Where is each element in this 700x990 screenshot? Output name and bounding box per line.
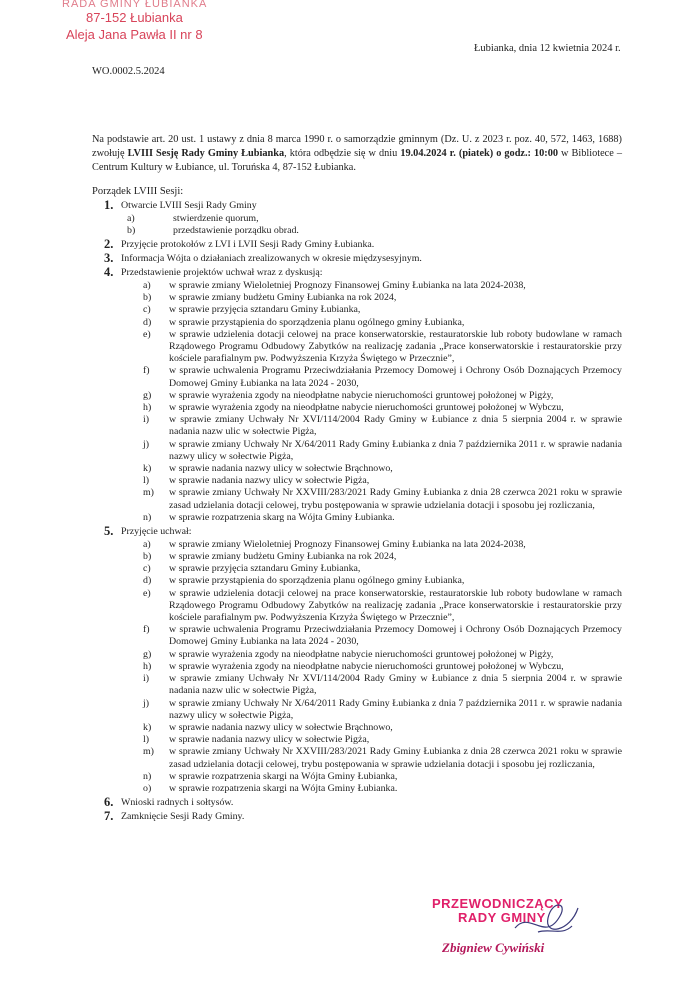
place-and-date: Łubianka, dnia 12 kwietnia 2024 r. (474, 43, 621, 54)
list-item (121, 317, 622, 329)
list-text: w sprawie zmiany Uchwały Nr X/64/2011 Rady Gminy Łubianka z dnia 7 października 2011 r. w sprawie nadania nazwy ulicy w sołectwie Pigża, (169, 438, 622, 462)
handwritten-signature-icon (420, 888, 620, 968)
agenda-item-text: Przedstawienie projektów uchwał wraz z dyskusją: (121, 266, 323, 278)
list-letter: e) (143, 328, 151, 340)
list-item (121, 746, 622, 770)
list-text: w sprawie uchwalenia Programu Przeciwdziałania Przemocy Domowej i Ochrony Osób Doznających Przemocy Domowej Gminy Łubianka na lata 2024 - 2030, (169, 624, 622, 648)
sublist (121, 213, 622, 237)
list-letter: b) (143, 292, 152, 304)
list-text: w sprawie zmiany Uchwały Nr XVI/114/2004 Rady Gminy w Łubiance z dnia 5 sierpnia 2004 r. w sprawie nadania nazw ulic w sołectwie Pigża, (169, 673, 622, 697)
list-item (121, 551, 622, 563)
agenda-title: Porządek LVIII Sesji: (92, 186, 184, 197)
list-text: w sprawie nadania nazwy ulicy w sołectwie Brąchnowo, (169, 721, 393, 733)
list-item (121, 734, 622, 746)
list-letter: l) (143, 475, 150, 487)
sublist (121, 280, 622, 524)
list-item (121, 673, 622, 697)
agenda-item-number: 1. (104, 198, 114, 212)
list-text: w sprawie uchwalenia Programu Przeciwdziałania Przemocy Domowej i Ochrony Osób Doznających Przemocy Domowej Gminy Łubianka na lata 2024 - 2030, (169, 365, 622, 389)
list-item (121, 563, 622, 575)
list-letter: b) (127, 225, 136, 237)
agenda-item-number: 6. (104, 794, 114, 809)
intro-text-1: Na podstawie art. 20 ust. 1 ustawy z dnia 8 marca 1990 r. o samorządzie gminnym (Dz. U. z 2023 r. poz. 40, 572, 1463, 1688) zwołuję (92, 134, 622, 159)
list-item (121, 771, 622, 783)
list-item (121, 225, 622, 237)
intro-text-2: , która odbędzie się w dniu (284, 147, 401, 159)
agenda-item (92, 523, 622, 795)
agenda-item-number: 4. (104, 264, 114, 279)
signature-title: PRZEWODNICZĄCY (432, 896, 564, 911)
signature-council: RADY GMINY (458, 910, 546, 925)
agenda-item (92, 808, 622, 823)
list-letter: k) (143, 721, 152, 733)
list-letter: g) (143, 648, 152, 660)
agenda-item (92, 200, 622, 238)
agenda-list (92, 200, 622, 824)
list-letter: m) (143, 746, 154, 758)
agenda-item-number: 7. (104, 808, 114, 823)
list-text: w sprawie zmiany budżetu Gminy Łubianka na rok 2024, (169, 551, 397, 563)
list-item (121, 588, 622, 625)
list-text: w sprawie wyrażenia zgody na nieodpłatne nabycie nieruchomości gruntowej położonej w Pigży, (169, 389, 554, 401)
list-text: w sprawie przystąpienia do sporządzenia planu ogólnego gminy Łubianka, (169, 575, 465, 587)
list-text: w sprawie nadania nazwy ulicy w sołectwie Brąchnowo, (169, 463, 393, 475)
list-item (121, 365, 622, 389)
chairman-name: Zbigniew Cywiński (442, 940, 545, 955)
list-item (121, 698, 622, 722)
stamp-council-name: RADA GMINY ŁUBIANKA (62, 0, 208, 9)
list-letter: i) (143, 673, 150, 685)
list-letter: e) (143, 587, 151, 599)
list-item (121, 390, 622, 402)
list-letter: a) (143, 538, 151, 550)
list-text: w sprawie nadania nazwy ulicy w sołectwie Pigża, (169, 475, 370, 487)
session-name: LVIII Sesję Rady Gminy Łubianka (127, 147, 285, 159)
list-text: w sprawie wyrażenia zgody na nieodpłatne nabycie nieruchomości gruntowej położonej w Wybczu, (169, 660, 564, 672)
list-text: w sprawie zmiany Uchwały Nr XVI/114/2004 Rady Gminy w Łubiance z dnia 5 sierpnia 2004 r. w sprawie nadania nazw ulic w sołectwie Pigża, (169, 414, 622, 438)
list-letter: n) (143, 511, 152, 523)
list-letter: g) (143, 389, 152, 401)
list-letter: j) (143, 438, 150, 450)
session-date: 19.04.2024 r. (piatek) o godz.: 10:00 (400, 147, 559, 159)
list-text: w sprawie rozpatrzenia skargi na Wójta Gminy Łubianka, (169, 770, 398, 782)
list-text: w sprawie zmiany Uchwały Nr XXVIII/283/2021 Rady Gminy Łubianka z dnia 28 czerwca 2021 roku w sprawie zasad udzielania dotacji celowej, trybu postępowania w sprawie udzielania dotacji i sposobu jej rozliczania, (169, 487, 622, 511)
list-text: w sprawie przyjęcia sztandaru Gminy Łubianka, (169, 563, 361, 575)
agenda-item (92, 264, 622, 524)
agenda-item-text: Wnioski radnych i sołtysów. (121, 796, 234, 808)
list-text: w sprawie rozpatrzenia skargi na Wójta Gminy Łubianka. (169, 782, 398, 794)
sublist (121, 539, 622, 795)
agenda-item-text: Przyjęcie uchwał: (121, 525, 192, 537)
list-letter: b) (143, 551, 152, 563)
agenda-item-text: Otwarcie LVIII Sesji Rady Gminy (121, 200, 257, 211)
agenda-item-number: 2. (104, 237, 114, 252)
chairman-signature (420, 888, 620, 968)
list-letter: c) (143, 304, 151, 316)
list-letter: l) (143, 734, 150, 746)
list-letter: j) (143, 697, 150, 709)
list-text: w sprawie przyjęcia sztandaru Gminy Łubianka, (169, 304, 361, 316)
municipal-stamp (62, 0, 207, 43)
list-text: stwierdzenie quorum, (173, 213, 259, 225)
list-letter: f) (143, 624, 150, 636)
list-item (121, 649, 622, 661)
list-text: w sprawie rozpatrzenia skarg na Wójta Gminy Łubianka. (169, 511, 395, 523)
list-letter: h) (143, 660, 152, 672)
agenda-item (92, 239, 622, 251)
intro-text-3: w Bibliotece – Centrum Kultury w Łubiance, ul. Toruńska 4, 87-152 Łubianka. (92, 147, 622, 173)
list-letter: i) (143, 414, 150, 426)
list-text: w sprawie przystąpienia do sporządzenia planu ogólnego gminy Łubianka, (169, 316, 465, 328)
list-letter: a) (143, 280, 151, 291)
list-item (121, 439, 622, 463)
agenda-item-number: 3. (104, 251, 114, 265)
list-item (121, 512, 622, 524)
list-item (121, 722, 622, 734)
list-text: w sprawie zmiany Wieloletniej Prognozy Finansowej Gminy Łubianka na lata 2024-2038, (169, 538, 526, 550)
list-letter: a) (127, 213, 135, 225)
list-text: w sprawie zmiany budżetu Gminy Łubianka na rok 2024, (169, 292, 397, 304)
list-text: w sprawie udzielenia dotacji celowej na prace konserwatorskie, restauratorskie lub roboty budowlane w ramach Rządowego Programu Odbudowy Zabytków na realizację zadania „Prace konserwatorskie i restauratorskie przy kościele parafialnym pw. Podwyższenia Krzyża Świętego w Przecznie”, (169, 587, 622, 624)
list-item (121, 304, 622, 316)
list-letter: d) (143, 316, 152, 328)
list-text: w sprawie wyrażenia zgody na nieodpłatne nabycie nieruchomości gruntowej położonej w Pigży, (169, 648, 554, 660)
agenda-item-text: Zamknięcie Sesji Rady Gminy. (121, 810, 245, 822)
intro-paragraph (92, 133, 622, 174)
list-item (121, 783, 622, 795)
list-item (121, 661, 622, 673)
list-text: w sprawie zmiany Uchwały Nr X/64/2011 Rady Gminy Łubianka z dnia 7 października 2011 r. w sprawie nadania nazwy ulicy w sołectwie Pigża, (169, 697, 622, 721)
list-item (121, 624, 622, 648)
list-item (121, 539, 622, 551)
list-letter: o) (143, 782, 152, 794)
list-item (121, 280, 622, 292)
list-item (121, 575, 622, 587)
reference-number: WO.0002.5.2024 (92, 66, 165, 77)
agenda-item (92, 794, 622, 809)
list-text: w sprawie zmiany Wieloletniej Prognozy Finansowej Gminy Łubianka na lata 2024-2038, (169, 280, 526, 291)
list-text: w sprawie zmiany Uchwały Nr XXVIII/283/2021 Rady Gminy Łubianka z dnia 28 czerwca 2021 roku w sprawie zasad udzielania dotacji celowej, trybu postępowania w sprawie udzielania dotacji i sposobu jej rozliczania, (169, 746, 622, 770)
list-text: w sprawie udzielenia dotacji celowej na prace konserwatorskie, restauratorskie lub roboty budowlane w ramach Rządowego Programu Odbudowy Zabytków na realizację zadania „Prace konserwatorskie i restauratorskie przy kościele parafialnym pw. Podwyższenia Krzyża Świętego w Przecznie”, (169, 328, 622, 365)
list-text: w sprawie wyrażenia zgody na nieodpłatne nabycie nieruchomości gruntowej położonej w Wybczu, (169, 402, 564, 414)
list-letter: h) (143, 402, 152, 414)
list-text: przedstawienie porządku obrad. (173, 225, 299, 237)
list-item (121, 475, 622, 487)
list-letter: k) (143, 463, 152, 475)
list-letter: c) (143, 563, 151, 575)
stamp-postal: 87-152 Łubianka (86, 10, 183, 25)
agenda-item-text: Przyjęcie protokołów z LVI i LVII Sesji Rady Gminy Łubianka. (121, 239, 375, 251)
list-item (121, 329, 622, 366)
list-letter: n) (143, 770, 152, 782)
list-letter: f) (143, 365, 150, 377)
agenda-item-text: Informacja Wójta o działaniach zrealizowanych w okresie międzysesyjnym. (121, 253, 422, 264)
list-letter: d) (143, 575, 152, 587)
list-item (121, 402, 622, 414)
list-item (121, 213, 622, 225)
list-item (121, 292, 622, 304)
agenda-item-number: 5. (104, 523, 114, 538)
list-text: w sprawie nadania nazwy ulicy w sołectwie Pigża, (169, 734, 370, 746)
stamp-address: Aleja Jana Pawła II nr 8 (66, 27, 203, 42)
agenda-item (92, 253, 622, 265)
list-item (121, 463, 622, 475)
list-item (121, 414, 622, 438)
list-item (121, 487, 622, 511)
list-letter: m) (143, 487, 154, 499)
